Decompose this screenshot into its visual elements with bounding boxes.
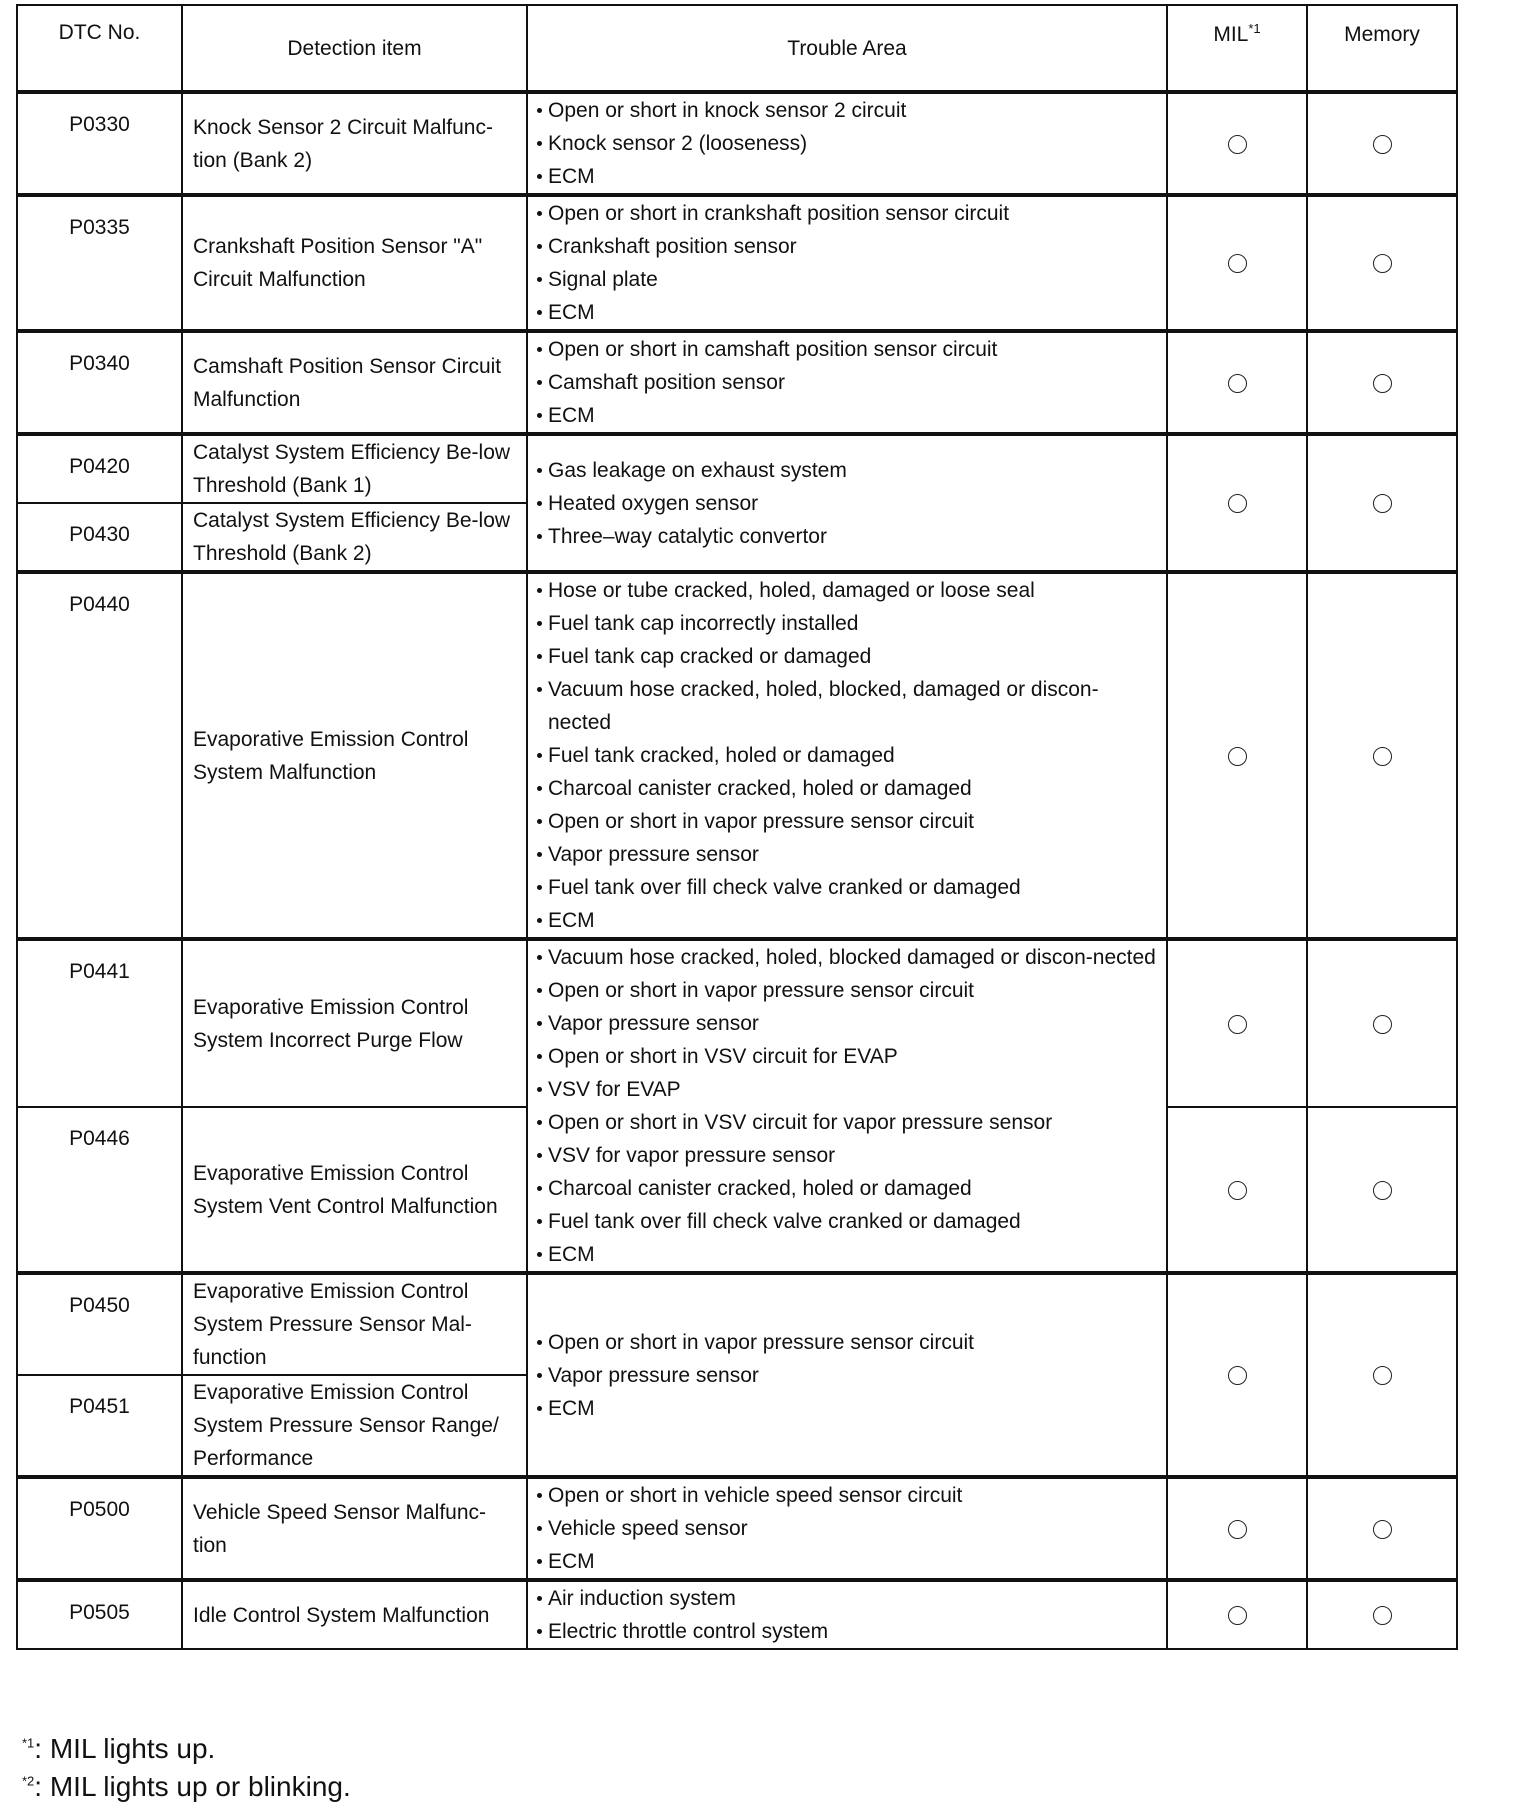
- table-row: [17, 1273, 1457, 1375]
- header-detection: Detection item: [182, 5, 527, 92]
- detection-item: Camshaft Position Sensor Circuit Malfunction: [182, 331, 527, 434]
- trouble-area-item: Air induction system: [536, 1582, 1158, 1615]
- table-row: [17, 572, 1457, 939]
- table-row: [17, 434, 1457, 503]
- memory-circle-icon: [1373, 254, 1392, 273]
- mil-cell: [1167, 92, 1307, 195]
- memory-circle-icon: [1373, 135, 1392, 154]
- trouble-area-list: [536, 1326, 1158, 1425]
- trouble-area-item: VSV for vapor pressure sensor: [536, 1139, 1158, 1172]
- mil-circle-icon: [1228, 374, 1247, 393]
- footnote-mark: *2: [22, 1773, 35, 1789]
- mil-circle-icon: [1228, 1015, 1247, 1034]
- dtc-code: P0440: [17, 572, 182, 939]
- footnotes: [22, 1730, 351, 1806]
- trouble-area-list: [536, 197, 1158, 329]
- trouble-area-item: Fuel tank over fill check valve cranked or damaged: [536, 1205, 1158, 1238]
- mil-cell: [1167, 1477, 1307, 1580]
- header-mil-footnote-mark: *1: [1248, 21, 1261, 36]
- trouble-area: [527, 331, 1167, 434]
- trouble-area-item: Camshaft position sensor: [536, 366, 1158, 399]
- trouble-area-item: Open or short in vapor pressure sensor circuit: [536, 1326, 1158, 1359]
- header-mil: [1167, 5, 1307, 92]
- trouble-area-item: ECM: [536, 160, 1158, 193]
- trouble-area-item: Three–way catalytic convertor: [536, 520, 1158, 553]
- trouble-area-item: ECM: [536, 296, 1158, 329]
- trouble-area-list: [536, 454, 1158, 553]
- detection-item: Evaporative Emission Control System Vent Control Malfunction: [182, 1107, 527, 1273]
- dtc-code: P0446: [17, 1107, 182, 1273]
- mil-cell: [1167, 1107, 1307, 1273]
- footnote-text: : MIL lights up.: [34, 1733, 216, 1764]
- mil-circle-icon: [1228, 747, 1247, 766]
- dtc-code: P0500: [17, 1477, 182, 1580]
- dtc-code: P0420: [17, 434, 182, 503]
- trouble-area: [527, 1477, 1167, 1580]
- footnote-2: [22, 1768, 351, 1806]
- memory-circle-icon: [1373, 1606, 1392, 1625]
- dtc-code: P0335: [17, 195, 182, 331]
- trouble-area-item: Open or short in camshaft position sensor circuit: [536, 333, 1158, 366]
- memory-cell: [1307, 1273, 1457, 1477]
- trouble-area-item: Knock sensor 2 (looseness): [536, 127, 1158, 160]
- trouble-area-item: Vapor pressure sensor: [536, 838, 1158, 871]
- memory-cell: [1307, 1580, 1457, 1649]
- trouble-area: [527, 1273, 1167, 1477]
- memory-cell: [1307, 1477, 1457, 1580]
- footnote-mark: *1: [22, 1735, 35, 1751]
- trouble-area-item: Open or short in vehicle speed sensor circuit: [536, 1479, 1158, 1512]
- trouble-area-item: Fuel tank cap incorrectly installed: [536, 607, 1158, 640]
- footnote-1: [22, 1730, 351, 1768]
- mil-circle-icon: [1228, 254, 1247, 273]
- detection-item: Vehicle Speed Sensor Malfunc-tion: [182, 1477, 527, 1580]
- memory-cell: [1307, 572, 1457, 939]
- dtc-code: P0451: [17, 1375, 182, 1477]
- trouble-area-item: Fuel tank cracked, holed or damaged: [536, 739, 1158, 772]
- dtc-code: P0330: [17, 92, 182, 195]
- trouble-area-list: [536, 333, 1158, 432]
- memory-circle-icon: [1373, 1520, 1392, 1539]
- header-memory: Memory: [1307, 5, 1457, 92]
- detection-item: Catalyst System Efficiency Be-low Threshold (Bank 1): [182, 434, 527, 503]
- memory-cell: [1307, 1107, 1457, 1273]
- header-dtc: DTC No.: [17, 5, 182, 92]
- table-row: [17, 1477, 1457, 1580]
- table-row: [17, 92, 1457, 195]
- trouble-area-item: ECM: [536, 1238, 1158, 1271]
- memory-cell: [1307, 92, 1457, 195]
- detection-item: Crankshaft Position Sensor "A" Circuit Malfunction: [182, 195, 527, 331]
- memory-circle-icon: [1373, 494, 1392, 513]
- trouble-area-item: Vacuum hose cracked, holed, blocked damaged or discon-nected: [536, 941, 1158, 974]
- mil-circle-icon: [1228, 1606, 1247, 1625]
- footnote-text: : MIL lights up or blinking.: [34, 1771, 351, 1802]
- memory-cell: [1307, 939, 1457, 1107]
- trouble-area-item: Vacuum hose cracked, holed, blocked, damaged or discon-nected: [536, 673, 1158, 739]
- mil-cell: [1167, 572, 1307, 939]
- detection-item: Idle Control System Malfunction: [182, 1580, 527, 1649]
- trouble-area-list: [536, 1582, 1158, 1648]
- trouble-area: [527, 572, 1167, 939]
- trouble-area: [527, 434, 1167, 572]
- trouble-area-list: [536, 941, 1158, 1271]
- trouble-area-item: Open or short in vapor pressure sensor circuit: [536, 805, 1158, 838]
- trouble-area-item: Charcoal canister cracked, holed or damaged: [536, 1172, 1158, 1205]
- memory-cell: [1307, 434, 1457, 572]
- trouble-area-item: Crankshaft position sensor: [536, 230, 1158, 263]
- trouble-area-item: ECM: [536, 1392, 1158, 1425]
- trouble-area-item: Vapor pressure sensor: [536, 1007, 1158, 1040]
- trouble-area-item: Open or short in crankshaft position sensor circuit: [536, 197, 1158, 230]
- dtc-code: P0505: [17, 1580, 182, 1649]
- mil-circle-icon: [1228, 135, 1247, 154]
- mil-circle-icon: [1228, 1520, 1247, 1539]
- memory-circle-icon: [1373, 1181, 1392, 1200]
- memory-circle-icon: [1373, 747, 1392, 766]
- trouble-area-item: Vapor pressure sensor: [536, 1359, 1158, 1392]
- memory-circle-icon: [1373, 374, 1392, 393]
- mil-circle-icon: [1228, 1181, 1247, 1200]
- mil-cell: [1167, 434, 1307, 572]
- header-trouble-area: Trouble Area: [527, 5, 1167, 92]
- memory-circle-icon: [1373, 1366, 1392, 1385]
- trouble-area-item: Open or short in VSV circuit for vapor pressure sensor: [536, 1106, 1158, 1139]
- mil-circle-icon: [1228, 1366, 1247, 1385]
- trouble-area: [527, 1580, 1167, 1649]
- trouble-area-item: Open or short in vapor pressure sensor circuit: [536, 974, 1158, 1007]
- table-row: [17, 1580, 1457, 1649]
- mil-cell: [1167, 1273, 1307, 1477]
- detection-item: Knock Sensor 2 Circuit Malfunc-tion (Bank 2): [182, 92, 527, 195]
- trouble-area-item: Vehicle speed sensor: [536, 1512, 1158, 1545]
- trouble-area-item: Signal plate: [536, 263, 1158, 296]
- mil-cell: [1167, 331, 1307, 434]
- trouble-area-list: [536, 1479, 1158, 1578]
- detection-item: Evaporative Emission Control System Malfunction: [182, 572, 527, 939]
- trouble-area: [527, 92, 1167, 195]
- table-row: [17, 939, 1457, 1107]
- trouble-area-item: ECM: [536, 1545, 1158, 1578]
- memory-cell: [1307, 195, 1457, 331]
- memory-cell: [1307, 331, 1457, 434]
- trouble-area-item: ECM: [536, 904, 1158, 937]
- dtc-table: [16, 4, 1458, 1650]
- trouble-area-list: [536, 574, 1158, 937]
- detection-item: Evaporative Emission Control System Incorrect Purge Flow: [182, 939, 527, 1107]
- trouble-area-item: VSV for EVAP: [536, 1073, 1158, 1106]
- trouble-area-item: Fuel tank cap cracked or damaged: [536, 640, 1158, 673]
- detection-item: Evaporative Emission Control System Pressure Sensor Range/ Performance: [182, 1375, 527, 1477]
- trouble-area-item: Open or short in VSV circuit for EVAP: [536, 1040, 1158, 1073]
- header-row: [17, 5, 1457, 92]
- trouble-area-item: Gas leakage on exhaust system: [536, 454, 1158, 487]
- dtc-code: P0450: [17, 1273, 182, 1375]
- table-row: [17, 331, 1457, 434]
- table-row: [17, 195, 1457, 331]
- trouble-area-item: Electric throttle control system: [536, 1615, 1158, 1648]
- mil-cell: [1167, 1580, 1307, 1649]
- detection-item: Catalyst System Efficiency Be-low Threshold (Bank 2): [182, 503, 527, 572]
- memory-circle-icon: [1373, 1015, 1392, 1034]
- trouble-area-item: Open or short in knock sensor 2 circuit: [536, 94, 1158, 127]
- dtc-code: P0430: [17, 503, 182, 572]
- dtc-code: P0441: [17, 939, 182, 1107]
- mil-circle-icon: [1228, 494, 1247, 513]
- mil-cell: [1167, 939, 1307, 1107]
- trouble-area-item: Hose or tube cracked, holed, damaged or loose seal: [536, 574, 1158, 607]
- trouble-area: [527, 195, 1167, 331]
- header-mil-label: MIL: [1213, 23, 1249, 46]
- dtc-code: P0340: [17, 331, 182, 434]
- mil-cell: [1167, 195, 1307, 331]
- detection-item: Evaporative Emission Control System Pressure Sensor Mal-function: [182, 1273, 527, 1375]
- trouble-area-item: ECM: [536, 399, 1158, 432]
- trouble-area-item: Heated oxygen sensor: [536, 487, 1158, 520]
- trouble-area-item: Fuel tank over fill check valve cranked or damaged: [536, 871, 1158, 904]
- trouble-area-item: Charcoal canister cracked, holed or damaged: [536, 772, 1158, 805]
- trouble-area: [527, 939, 1167, 1273]
- trouble-area-list: [536, 94, 1158, 193]
